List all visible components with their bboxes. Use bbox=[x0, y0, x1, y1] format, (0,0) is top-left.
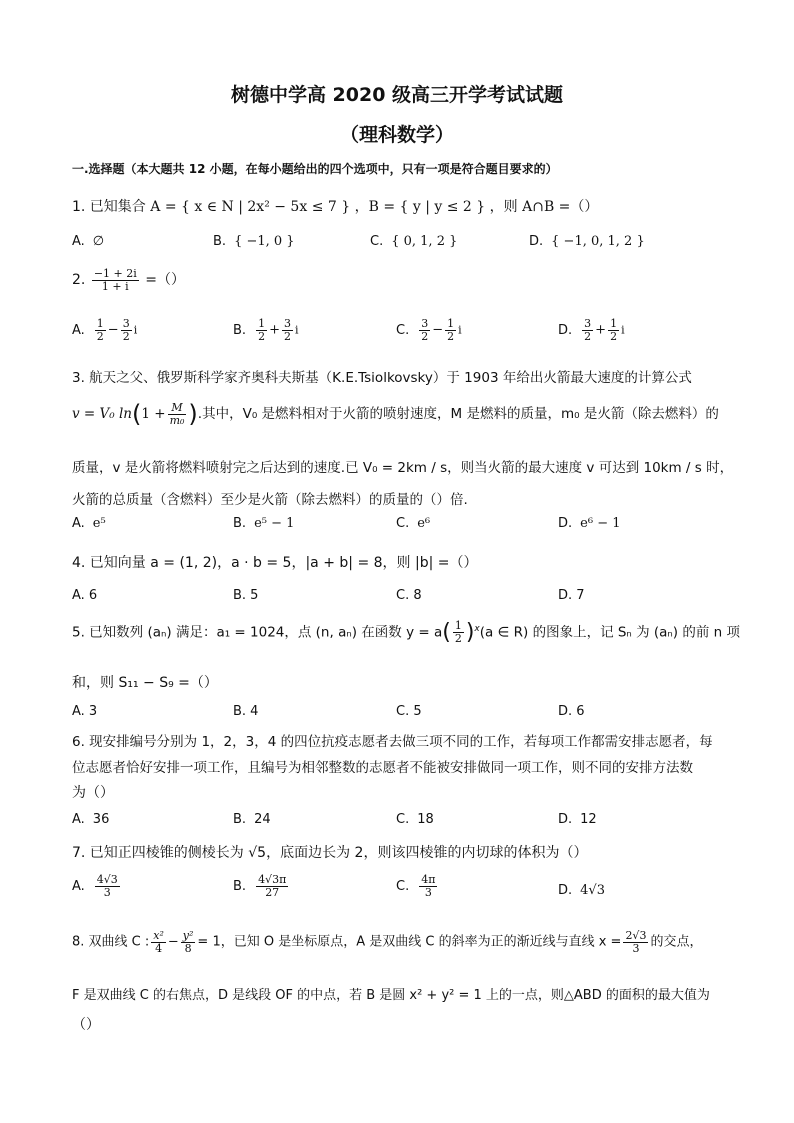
question-5-line-1: 5. 已知数列 (aₙ) 满足：a₁ = 1024，点 (n, aₙ) 在函数 y = a( $\frac{1}{2}$ )$^x$(a ∈ R) 的图象上，记 Sₙ 为 (aₙ) 的前 n 项 bbox=[72, 619, 741, 645]
q1-option-d: D. { −1, 0, 1, 2 } bbox=[529, 234, 645, 249]
q4-option-d: D. 7 bbox=[558, 588, 585, 603]
q3-option-b: B. e⁵ − 1 bbox=[233, 516, 295, 531]
q2-option-b: B. $\frac{1}{2}$ + $\frac{3}{2}$ i bbox=[233, 317, 299, 343]
q2-options bbox=[72, 318, 727, 358]
q8-curve: 8. 双曲线 C : bbox=[72, 934, 150, 950]
q2-option-a: A. $\frac{1}{2}$ − $\frac{3}{2}$ i bbox=[72, 317, 138, 343]
q6-option-b: B. 24 bbox=[233, 812, 271, 827]
q1-set-a: A = { x ∈ N | 2x² − 5x ≤ 7 } bbox=[150, 199, 351, 215]
q6-option-d: D. 12 bbox=[558, 812, 597, 827]
question-3-line-4: 火箭的总质量（含燃料）至少是火箭（除去燃料）的质量的（）倍. bbox=[72, 492, 468, 508]
question-3-line-2: v = V₀ ln(1 + $\frac{M}{\text{m₀}}$ ).其中，V₀ 是燃料相对于火箭的喷射速度，M 是燃料的质量，m₀ 是火箭（除去燃料）的 bbox=[72, 400, 719, 428]
q3-option-a: A. e⁵ bbox=[72, 516, 106, 531]
q3-option-d: D. e⁶ − 1 bbox=[558, 516, 621, 531]
q5-option-d: D. 6 bbox=[558, 704, 585, 719]
q7-option-c: C. $\frac{4\pi}{3}$ bbox=[396, 873, 436, 899]
q1-option-b: B. { −1, 0 } bbox=[213, 234, 295, 249]
question-8-line-2: F 是双曲线 C 的右焦点，D 是线段 OF 的中点，若 B 是圆 x² + y² = 1 上的一点，则△ABD 的面积的最大值为 bbox=[72, 988, 710, 1003]
q3-options bbox=[72, 516, 727, 542]
question-8-line-1: 8. 双曲线 C : $\frac{\text{x²}}{4}$ − $\frac{\text{y²}}{8}$ = 1，已知 O 是坐标原点，A 是双曲线 C 的斜率为正的渐近线与直线 x = $\frac{2√3}{3}$ 的交点， bbox=[72, 929, 703, 955]
q5-option-c: C. 5 bbox=[396, 704, 422, 719]
q6-option-a: A. 36 bbox=[72, 812, 110, 827]
q5-option-a: A. 3 bbox=[72, 704, 98, 719]
page-subtitle: （理科数学） bbox=[339, 124, 454, 146]
section-heading: 一.选择题（本大题共 12 小题，在每小题给出的四个选项中，只有一项是符合题目要求的） bbox=[72, 162, 558, 176]
q1-options bbox=[72, 234, 727, 260]
question-1 bbox=[72, 196, 727, 216]
question-4: 4. 已知向量 a = (1, 2)，a · b = 5，|a + b| = 8，则 |b| =（） bbox=[72, 555, 478, 571]
q8-line-1-text: = 1，已知 O 是坐标原点，A 是双曲线 C 的斜率为正的渐近线与直线 x = bbox=[197, 934, 622, 950]
q1-option-c: C. { 0, 1, 2 } bbox=[370, 234, 458, 249]
q3-option-c: C. e⁶ bbox=[396, 516, 431, 531]
q4-options bbox=[72, 588, 727, 614]
question-6-line-3: 为（） bbox=[72, 785, 114, 801]
q4-option-c: C. 8 bbox=[396, 588, 422, 603]
question-3-line-1: 3. 航天之父、俄罗斯科学家齐奥科夫斯基（K.E.Tsiolkovsky）于 1903 年给出火箭最大速度的计算公式 bbox=[72, 370, 692, 386]
q5-line-1-end: (a ∈ R) 的图象上，记 Sₙ 为 (aₙ) 的前 n 项 bbox=[479, 624, 741, 641]
question-8-line-3: （） bbox=[72, 1017, 100, 1033]
question-6-line-2: 位志愿者恰好安排一项工作，且编号为相邻整数的志愿者不能被安排做同一项工作，则不同的安排方法数 bbox=[72, 760, 693, 776]
question-2 bbox=[72, 268, 727, 292]
q5-line-1-start: 5. 已知数列 (aₙ) 满足：a₁ = 1024，点 (n, aₙ) 在函数 y = a bbox=[72, 624, 443, 641]
question-7: 7. 已知正四棱锥的侧棱长为 √5，底面边长为 2，则该四棱锥的内切球的体积为（） bbox=[72, 845, 588, 861]
question-5-line-2: 和，则 S₁₁ − S₉ =（） bbox=[72, 675, 218, 691]
q1-ask: ，则 A∩B =（） bbox=[489, 199, 599, 215]
q7-options bbox=[72, 874, 727, 916]
q3-formula: v = V₀ ln bbox=[72, 406, 132, 422]
q2-ask: =（） bbox=[145, 272, 185, 289]
q2-option-c: C. $\frac{3}{2}$ − $\frac{1}{2}$ i bbox=[396, 317, 462, 343]
q5-options bbox=[72, 704, 727, 730]
q7-option-d: D. 4√3 bbox=[558, 883, 605, 898]
q1-set-b: ，B = { y | y ≤ 2 } bbox=[354, 199, 486, 215]
question-3-line-3: 质量，v 是火箭将燃料喷射完之后达到的速度.已 V₀ = 2km / s，则当火箭的最大速度 v 可达到 10km / s 时， bbox=[72, 460, 734, 476]
q1-stem: 1. 已知集合 bbox=[72, 199, 146, 215]
q6-option-c: C. 18 bbox=[396, 812, 434, 827]
q6-options bbox=[72, 812, 727, 838]
q7-option-b: B. $\frac{4√3\pi}{27}$ bbox=[233, 873, 287, 899]
q3-line-2-text: .其中，V₀ 是燃料相对于火箭的喷射速度，M 是燃料的质量，m₀ 是火箭（除去燃料）的 bbox=[197, 406, 719, 422]
q1-option-a: A. ∅ bbox=[72, 234, 105, 249]
q2-stem: 2. bbox=[72, 272, 86, 289]
q7-option-a: A. $\frac{4√3}{3}$ bbox=[72, 873, 118, 899]
q2-fraction: $\frac{-1 + 2i}{1 + i}$ bbox=[93, 267, 137, 293]
q4-option-b: B. 5 bbox=[233, 588, 259, 603]
page-title: 树德中学高 2020 级高三开学考试试题 bbox=[230, 84, 564, 106]
q4-option-a: A. 6 bbox=[72, 588, 98, 603]
question-6-line-1: 6. 现安排编号分别为 1，2，3，4 的四位抗疫志愿者去做三项不同的工作，若每项工作都需安排志愿者，每 bbox=[72, 734, 713, 750]
q2-option-d: D. $\frac{3}{2}$ + $\frac{1}{2}$ i bbox=[558, 317, 625, 343]
q5-option-b: B. 4 bbox=[233, 704, 259, 719]
